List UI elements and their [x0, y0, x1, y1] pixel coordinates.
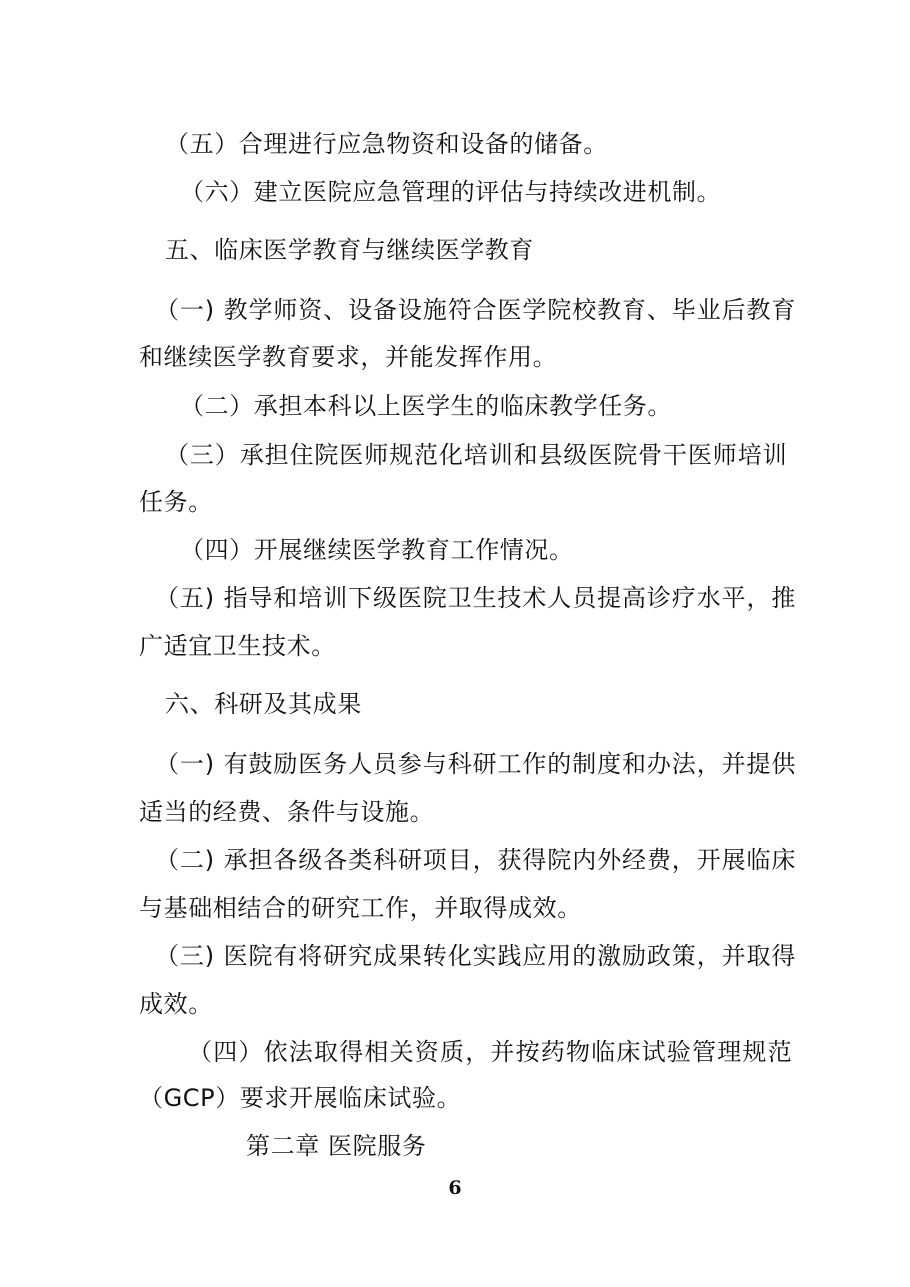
line-edu-3a: （三）承担住院医师规范化培训和县级医院骨干医师培训: [165, 441, 788, 469]
line-edu-4: （四）开展继续医学教育工作情况。: [180, 536, 574, 564]
line-res-3a: （三) 医院有将研究成果转化实践应用的激励政策，并取得: [155, 942, 797, 970]
line-res-1b: 适当的经费、条件与设施。: [139, 798, 435, 826]
line-res-4b: （GCP）要求开展临床试验。: [139, 1084, 462, 1112]
section-heading-research: 六、科研及其成果: [165, 690, 362, 718]
section-heading-education: 五、临床医学教育与继续医学教育: [165, 236, 534, 264]
line-res-3b: 成效。: [139, 990, 213, 1018]
line-item-5-reserves: （五）合理进行应急物资和设备的储备。: [165, 130, 608, 158]
line-res-2a: （二) 承担各级各类科研项目，获得院内外经费，开展临床: [155, 846, 797, 874]
line-edu-3b: 任务。: [139, 488, 213, 516]
line-res-4a: （四）依法取得相关资质，并按药物临床试验管理规范: [188, 1038, 793, 1066]
line-res-2b: 与基础相结合的研究工作，并取得成效。: [139, 894, 582, 922]
page-number: 6: [448, 1177, 462, 1199]
line-edu-1a: （一) 教学师资、设备设施符合医学院校教育、毕业后教育: [155, 296, 797, 324]
line-item-6-evaluation: （六）建立医院应急管理的评估与持续改进机制。: [180, 178, 722, 206]
line-edu-2: （二）承担本科以上医学生的临床教学任务。: [180, 392, 672, 420]
line-edu-5a: （五) 指导和培训下级医院卫生技术人员提高诊疗水平，推: [155, 584, 797, 612]
line-edu-5b: 广适宜卫生技术。: [139, 632, 336, 660]
line-res-1a: （一) 有鼓励医务人员参与科研工作的制度和办法，并提供: [155, 750, 797, 778]
line-edu-1b: 和继续医学教育要求，并能发挥作用。: [139, 343, 558, 371]
chapter-heading: 第二章 医院服务: [246, 1132, 427, 1160]
